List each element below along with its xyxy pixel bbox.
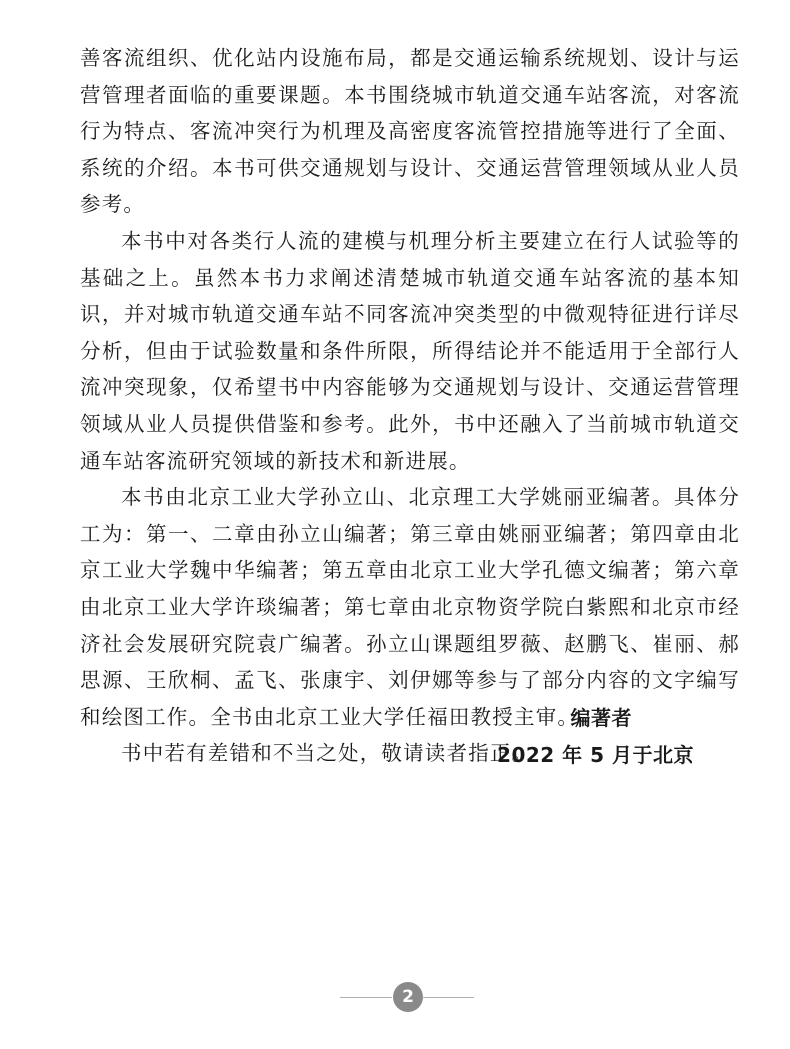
page-footer: [340, 982, 474, 1014]
paragraph-corrections: 书中若有差错和不当之处，敬请读者指正。: [121, 741, 534, 766]
paragraph-continued: 善客流组织、优化站内设施布局，都是交通运输系统规划、设计与运营管理者面临的重要课题。本书围绕城市轨道交通车站客流，对客流行为特点、客流冲突行为机理及高密度客流管控措施等进行了全面、系统的介绍。本书可供交通规划与设计、交通运营管理领域从业人员参考。: [80, 46, 740, 217]
footer-rule-left: [340, 997, 392, 998]
signature-author: 编著者: [570, 706, 632, 730]
page-number-badge: 2: [393, 982, 423, 1012]
preface-body: [80, 40, 740, 772]
paragraph-authorship: 本书由北京工业大学孙立山、北京理工大学姚丽亚编著。具体分工为：第一、二章由孙立山编著；第三章由姚丽亚编著；第四章由北京工业大学魏中华编著；第五章由北京工业大学孔德文编著；第六章由北京工业大学许琰编著；第七章由北京物资学院白紫熙和北京市经济社会发展研究院袁广编著。孙立山课题组罗薇、赵鹏飞、崔丽、郝思源、王欣桐、孟飞、张康宇、刘伊娜等参与了部分内容的文字编写和绘图工作。全书由北京工业大学任福田教授主审。: [80, 485, 740, 729]
footer-rule-right: [422, 997, 474, 998]
signature-date-place: 2022 年 5 月于北京: [497, 743, 694, 767]
paragraph-modeling-basis: 本书中对各类行人流的建模与机理分析主要建立在行人试验等的基础之上。虽然本书力求阐述清楚城市轨道交通车站客流的基本知识，并对城市轨道交通车站不同客流冲突类型的中微观特征进行详尽分析，但由于试验数量和条件所限，所得结论并不能适用于全部行人流冲突现象，仅希望书中内容能够为交通规划与设计、交通运营管理领域从业人员提供借鉴和参考。此外，书中还融入了当前城市轨道交通车站客流研究领域的新技术和新进展。: [80, 228, 740, 473]
